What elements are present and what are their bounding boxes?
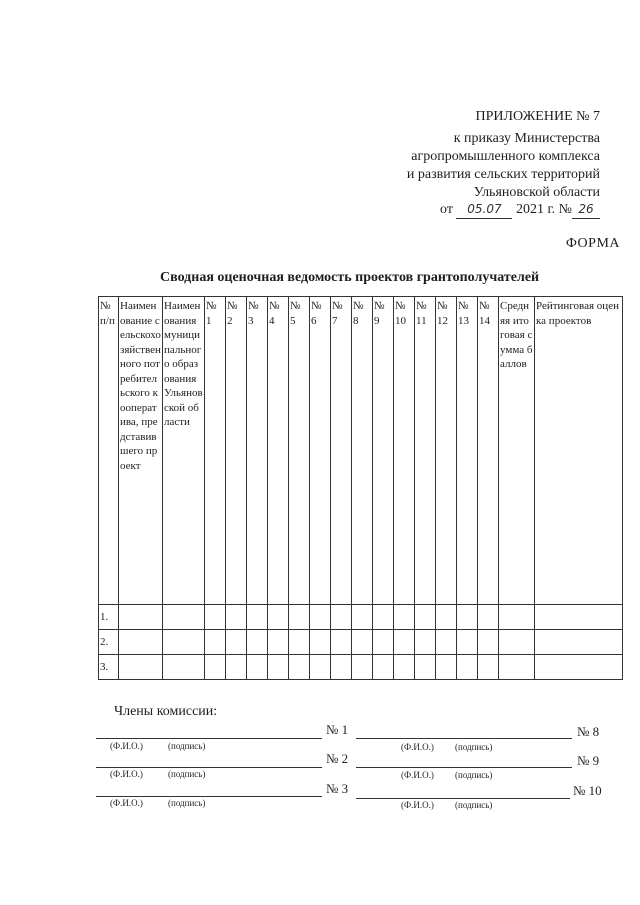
order-date-line bbox=[440, 201, 600, 219]
row-num: 2. bbox=[99, 630, 119, 655]
header-cooperative-name: Наименование сельскохозяйственного потребительского кооператива, представившего проект bbox=[119, 297, 163, 605]
order-date: 05.07 bbox=[456, 201, 512, 219]
header-criterion: № 3 bbox=[247, 297, 268, 605]
header-criterion: № 8 bbox=[352, 297, 373, 605]
order-number: 26 bbox=[572, 201, 600, 219]
member-number: № 8 bbox=[577, 724, 600, 739]
header-criterion: № 2 bbox=[226, 297, 247, 605]
caption-fio: (Ф.И.О.) bbox=[401, 742, 434, 752]
commission-members-label: Члены комиссии: bbox=[114, 704, 218, 719]
caption-sign: (подпись) bbox=[455, 742, 493, 752]
header-criterion: № 12 bbox=[436, 297, 457, 605]
caption-fio: (Ф.И.О.) bbox=[110, 741, 143, 751]
caption-fio: (Ф.И.О.) bbox=[401, 800, 434, 810]
header-criterion: № 5 bbox=[289, 297, 310, 605]
caption-sign: (подпись) bbox=[455, 800, 493, 810]
header-criterion: № 1 bbox=[205, 297, 226, 605]
caption-sign: (подпись) bbox=[455, 770, 493, 780]
header-average-score: Средняя итоговая сумма баллов bbox=[499, 297, 535, 605]
header-criterion: № 4 bbox=[268, 297, 289, 605]
header-municipality: Наименования муниципального образования Ульяновской области bbox=[163, 297, 205, 605]
date-prefix: от bbox=[440, 202, 453, 217]
header-criterion: № 9 bbox=[373, 297, 394, 605]
order-line-4: Ульяновской области bbox=[473, 185, 600, 200]
signature-line bbox=[356, 782, 570, 799]
member-number: № 9 bbox=[577, 753, 600, 768]
order-line-2: агропромышленного комплекса bbox=[411, 149, 600, 164]
form-label: ФОРМА bbox=[565, 236, 620, 251]
header-num: № п/п bbox=[99, 297, 119, 605]
signature-line bbox=[356, 722, 572, 739]
caption-sign: (подпись) bbox=[168, 741, 206, 751]
table-row bbox=[99, 655, 623, 680]
date-mid: 2021 г. № bbox=[515, 202, 572, 217]
signature-line bbox=[96, 751, 322, 768]
header-criterion: № 11 bbox=[415, 297, 436, 605]
caption-sign: (подпись) bbox=[168, 769, 206, 779]
appendix-label: ПРИЛОЖЕНИЕ № 7 bbox=[475, 109, 600, 124]
header-criterion: № 13 bbox=[457, 297, 478, 605]
caption-fio: (Ф.И.О.) bbox=[110, 798, 143, 808]
header-rating: Рейтинговая оценка проектов bbox=[535, 297, 623, 605]
order-line-1: к приказу Министерства bbox=[453, 131, 600, 146]
header-criterion: № 6 bbox=[310, 297, 331, 605]
row-num: 3. bbox=[99, 655, 119, 680]
member-number: № 1 bbox=[326, 722, 349, 737]
signature-line bbox=[96, 722, 322, 739]
member-number: № 2 bbox=[326, 751, 349, 766]
caption-fio: (Ф.И.О.) bbox=[401, 770, 434, 780]
order-line-3: и развития сельских территорий bbox=[406, 167, 600, 182]
header-criterion: № 10 bbox=[394, 297, 415, 605]
member-number: № 10 bbox=[573, 783, 602, 798]
table-row bbox=[99, 605, 623, 630]
row-num: 1. bbox=[99, 605, 119, 630]
table-row bbox=[99, 630, 623, 655]
signature-line bbox=[356, 751, 572, 768]
assessment-table bbox=[98, 296, 623, 680]
document-title: Сводная оценочная ведомость проектов грантополучателей bbox=[160, 270, 540, 285]
caption-sign: (подпись) bbox=[168, 798, 206, 808]
member-number: № 3 bbox=[326, 781, 349, 796]
header-criterion: № 14 bbox=[478, 297, 499, 605]
header-criterion: № 7 bbox=[331, 297, 352, 605]
caption-fio: (Ф.И.О.) bbox=[110, 769, 143, 779]
table-header-row bbox=[99, 297, 623, 605]
signature-line bbox=[96, 780, 322, 797]
